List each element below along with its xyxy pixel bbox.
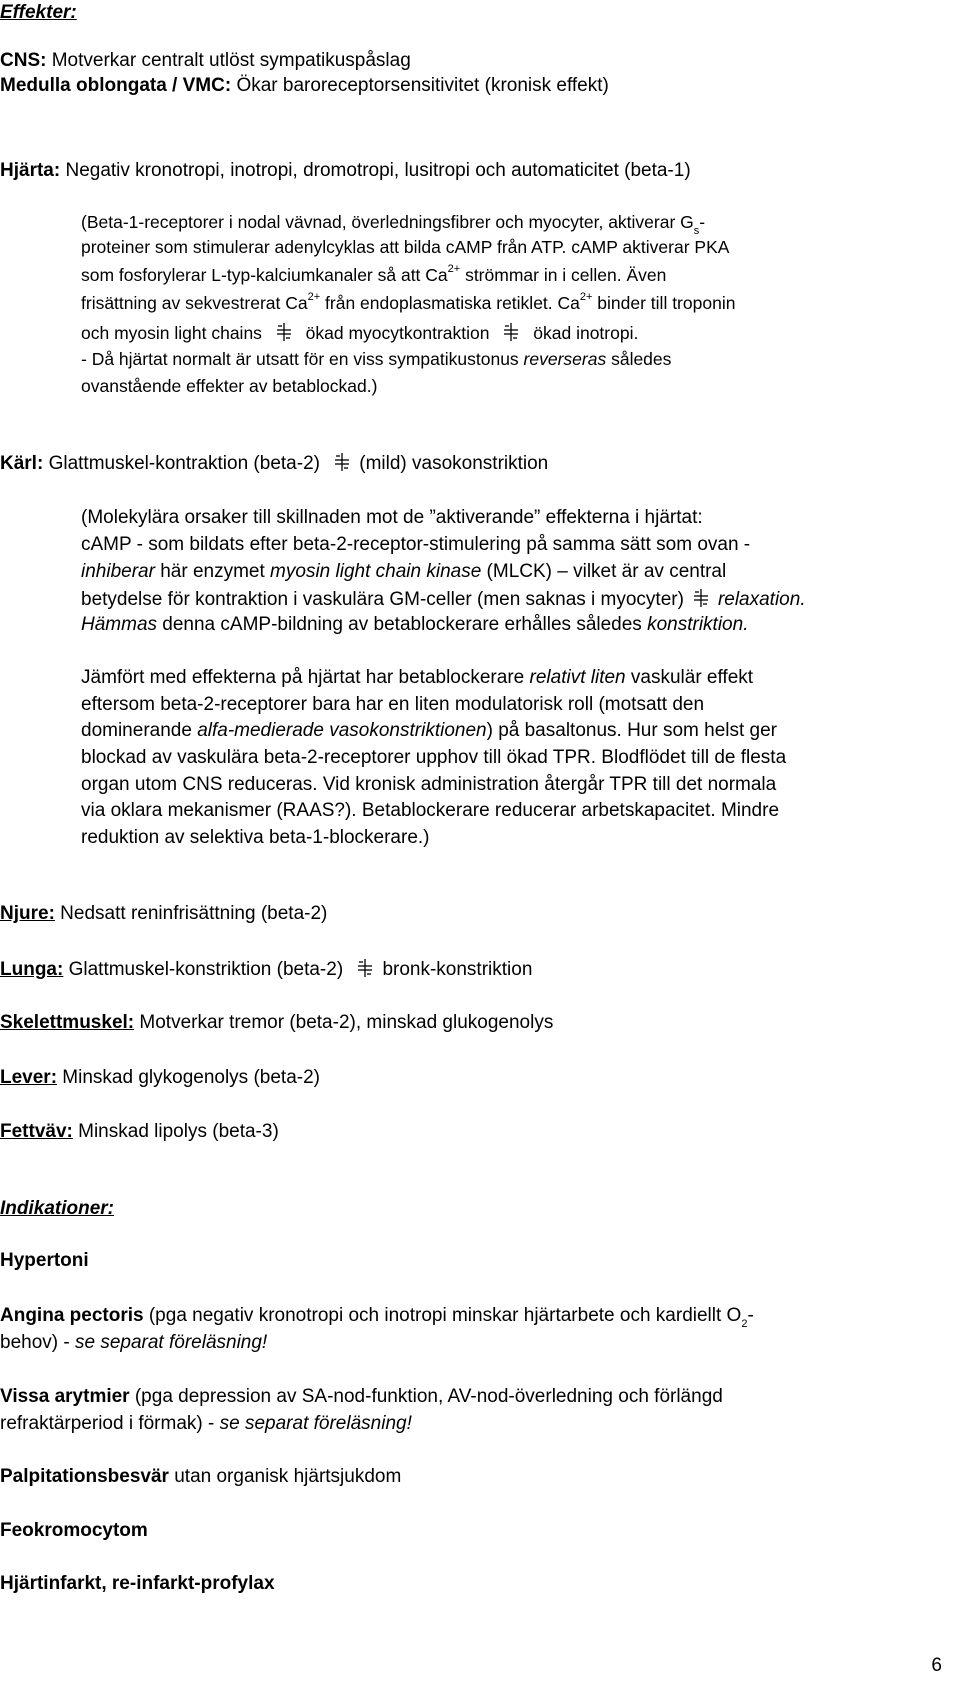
medulla-label: Medulla oblongata / VMC:: [0, 75, 232, 96]
angina-text: -: [747, 1305, 754, 1326]
molek-line-3: [81, 561, 726, 583]
molek-text: betydelse för kontraktion i vaskulära GM-celler (men saknas i myocyter): [81, 589, 684, 610]
cns-line: [0, 50, 411, 72]
angina-label: Angina pectoris: [0, 1305, 144, 1326]
angina-line-1: [0, 1305, 754, 1330]
beta1-text: ökad inotropi.: [533, 323, 639, 343]
molek-text: här enzymet: [154, 561, 271, 582]
beta1-text: således: [606, 349, 672, 369]
beta1-line-5: [81, 322, 638, 343]
molek-line-1: (Molekylära orsaker till skillnaden mot de ”aktiverande” effekterna i hjärtat:: [81, 507, 703, 528]
skelett-line: [0, 1012, 553, 1034]
jamfort-italic: alfa-medierade vasokonstriktionen: [197, 720, 487, 741]
beta1-text: och myosin light chains: [81, 323, 262, 343]
jamfort-text: ) på basaltonus. Hur som helst ger: [486, 720, 778, 741]
hjarta-line: [0, 160, 691, 182]
molek-line-2: cAMP - som bildats efter beta-2-receptor-stimulering på samma sätt som ovan -: [81, 534, 751, 555]
angina-text: (pga negativ kronotropi och inotropi minskar hjärtarbete och kardiellt O: [143, 1305, 742, 1326]
hjarta-text: Negativ kronotropi, inotropi, dromotropi, lusitropi och automaticitet (beta-1): [60, 160, 691, 181]
arytmier-line-2: [0, 1413, 412, 1435]
karl-line: [0, 452, 548, 475]
beta1-line-2: proteiner som stimulerar adenylcyklas att bilda cAMP från ATP. cAMP aktiverar PKA: [81, 237, 730, 257]
beta1-italic: reverseras: [523, 349, 607, 369]
beta1-line-7: ovanstående effekter av betablockad.): [81, 376, 378, 396]
implies-arrow-icon: [333, 452, 351, 472]
beta1-text: frisättning av sekvestrerat Ca: [81, 293, 308, 313]
beta1-line-6: [81, 349, 671, 369]
jamfort-line-2: eftersom beta-2-receptorer bara har en liten modulatorisk roll (motsatt den: [81, 694, 705, 715]
fettvav-line: [0, 1121, 279, 1143]
molek-line-5: [81, 614, 748, 636]
cns-text: Motverkar centralt utlöst sympatikuspåslag: [46, 50, 411, 71]
medulla-text: Ökar baroreceptorsensitivitet (kronisk effekt): [231, 75, 609, 96]
jamfort-line-3: [81, 720, 777, 742]
fettvav-text: Minskad lipolys (beta-3): [72, 1121, 279, 1142]
molek-italic: relaxation.: [717, 589, 806, 610]
lever-line: [0, 1067, 320, 1089]
palpitation-line: [0, 1466, 401, 1488]
implies-arrow-icon: [502, 322, 520, 342]
palpitation-text: utan organisk hjärtsjukdom: [168, 1466, 402, 1487]
jamfort-line-4: blockad av vaskulära beta-2-receptorer upphov till ökad TPR. Blodflödet till de flesta: [81, 747, 787, 768]
implies-arrow-icon: [275, 322, 293, 342]
beta1-text: - Då hjärtat normalt är utsatt för en viss sympatikustonus: [81, 349, 524, 369]
hjarta-label: Hjärta:: [0, 160, 61, 181]
angina-italic: se separat föreläsning!: [74, 1332, 268, 1353]
arytmier-text: (pga depression av SA-nod-funktion, AV-nod-överledning och förlängd: [129, 1386, 723, 1407]
arytmier-label: Vissa arytmier: [0, 1386, 130, 1407]
lever-label: Lever:: [0, 1067, 58, 1088]
superscript: 2+: [307, 291, 321, 303]
beta1-text: strömmar in i cellen. Även: [460, 265, 667, 285]
molek-italic: myosin light chain kinase: [270, 561, 482, 582]
lunga-label: Lunga:: [0, 959, 64, 980]
hjartinfarkt: Hjärtinfarkt, re-infarkt-profylax: [0, 1573, 275, 1594]
angina-line-2: [0, 1332, 267, 1354]
angina-text: behov) -: [0, 1332, 75, 1353]
beta1-text: ökad myocytkontraktion: [305, 323, 490, 343]
njure-label: Njure:: [0, 903, 55, 924]
jamfort-text: dominerande: [81, 720, 198, 741]
jamfort-italic: relativt liten: [529, 667, 626, 688]
effekter-heading: Effekter:: [0, 2, 77, 23]
beta1-line-1: [81, 212, 706, 237]
jamfort-line-5: organ utom CNS reduceras. Vid kronisk administration återgår TPR till det normala: [81, 774, 777, 795]
lunga-line: [0, 958, 532, 981]
molek-text: (MLCK) – vilket är av central: [481, 561, 727, 582]
molek-text: denna cAMP-bildning av betablockerare erhålles således: [157, 614, 648, 635]
jamfort-text: Jämfört med effekterna på hjärtat har betablockerare: [81, 667, 530, 688]
medulla-line: [0, 75, 609, 97]
karl-text: Glattmuskel-kontraktion (beta-2): [43, 453, 320, 474]
cns-label: CNS:: [0, 50, 47, 71]
indikationer-heading: Indikationer:: [0, 1198, 115, 1219]
implies-arrow-icon: [692, 588, 710, 608]
arytmier-line-1: [0, 1386, 723, 1408]
jamfort-text: vaskulär effekt: [625, 667, 754, 688]
njure-text: Nedsatt reninfrisättning (beta-2): [54, 903, 328, 924]
lunga-text: bronk-konstriktion: [382, 959, 533, 980]
lunga-text: Glattmuskel-konstriktion (beta-2): [63, 959, 344, 980]
njure-line: [0, 903, 327, 925]
molek-italic: Hämmas: [81, 614, 158, 635]
jamfort-line-6: via oklara mekanismer (RAAS?). Betablockerare reducerar arbetskapacitet. Mindre: [81, 800, 780, 821]
beta1-text: från endoplasmatiska retiklet. Ca: [320, 293, 580, 313]
skelett-text: Motverkar tremor (beta-2), minskad glukogenolys: [134, 1012, 554, 1033]
karl-text: (mild) vasokonstriktion: [359, 453, 549, 474]
lever-text: Minskad glykogenolys (beta-2): [57, 1067, 320, 1088]
palpitation-label: Palpitationsbesvär: [0, 1466, 169, 1487]
skelett-label: Skelettmuskel:: [0, 1012, 135, 1033]
fettvav-label: Fettväv:: [0, 1121, 73, 1142]
arytmier-text: refraktärperiod i förmak) -: [0, 1413, 220, 1434]
beta1-line-4: [81, 293, 735, 313]
page-number: 6: [931, 1655, 942, 1676]
hypertoni: Hypertoni: [0, 1250, 89, 1271]
molek-line-4: [81, 588, 806, 611]
arytmier-italic: se separat föreläsning!: [219, 1413, 412, 1434]
superscript: 2+: [579, 291, 593, 303]
molek-italic: inhiberar: [81, 561, 155, 582]
jamfort-line-7: reduktion av selektiva beta-1-blockerare.): [81, 827, 430, 848]
beta1-text: binder till troponin: [592, 293, 736, 313]
molek-italic: konstriktion.: [647, 614, 749, 635]
beta1-text: som fosforylerar L-typ-kalciumkanaler så att Ca: [81, 265, 448, 285]
feokromocytom: Feokromocytom: [0, 1520, 148, 1541]
implies-arrow-icon: [356, 958, 374, 978]
beta1-text: -: [699, 212, 706, 232]
beta1-line-3: [81, 265, 666, 285]
superscript: 2+: [447, 263, 461, 275]
beta1-text: (Beta-1-receptorer i nodal vävnad, överledningsfibrer och myocyter, aktiverar G: [81, 212, 694, 232]
karl-label: Kärl:: [0, 453, 44, 474]
jamfort-line-1: [81, 667, 753, 689]
subscript: s: [693, 225, 700, 237]
subscript: 2: [741, 1318, 748, 1330]
